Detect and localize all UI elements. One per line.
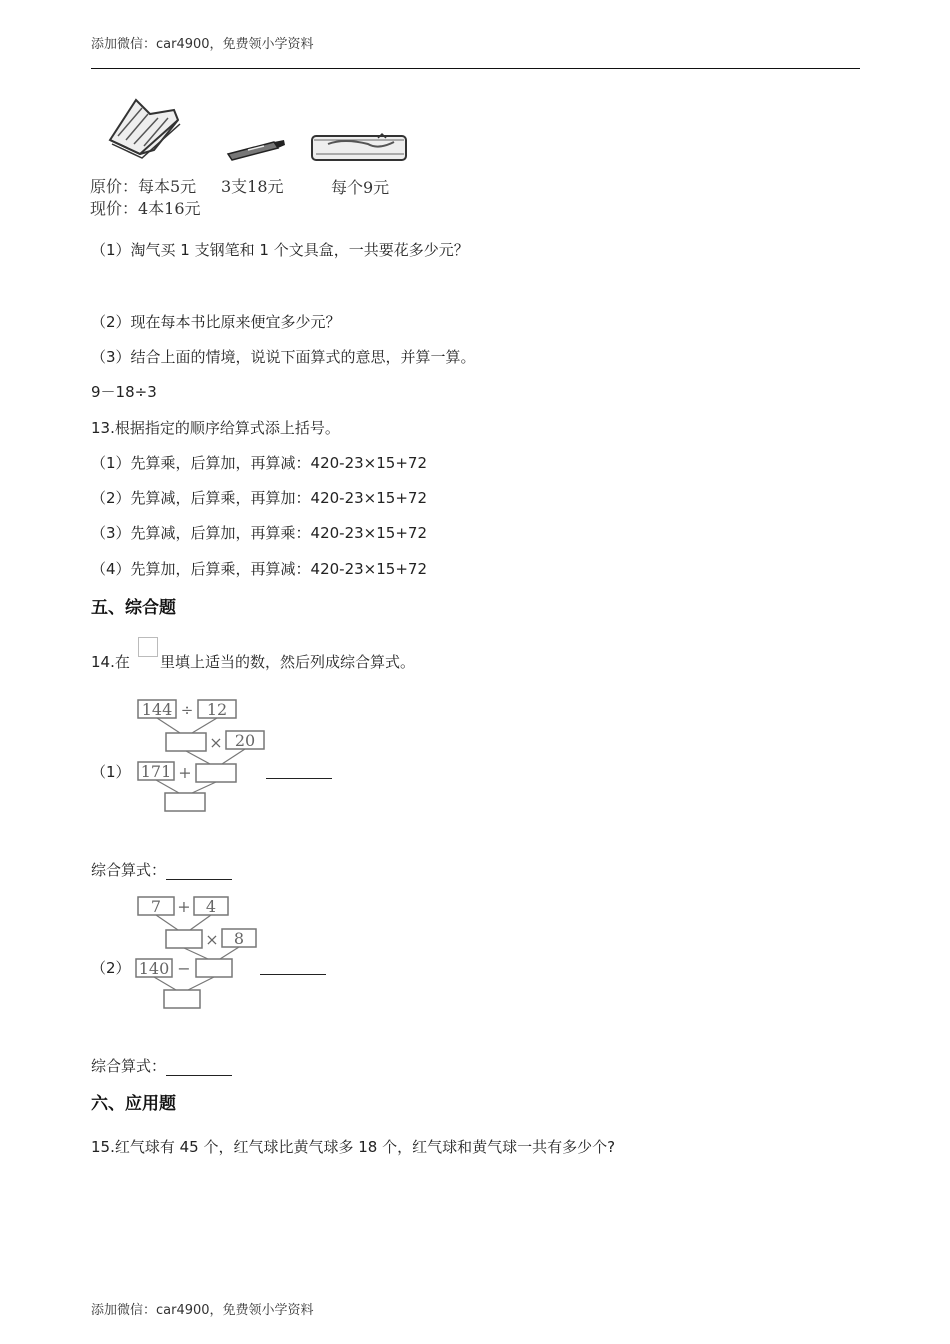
diagram2-op2: × [205, 930, 219, 949]
diagram1-op2: × [209, 733, 223, 752]
q14-part2-answer-blank[interactable] [260, 956, 326, 975]
q15-text: 15.红气球有 45 个，红气球比黄气球多 18 个，红气球和黄气球一共有多少个? [91, 1138, 616, 1156]
q14-summary-label-2: 综合算式： [91, 1055, 232, 1076]
page-footer: 添加微信：car4900，免费领小学资料 [91, 1303, 314, 1318]
q13-item-2: （2）先算减，后算乘，再算加：420-23×15+72 [91, 489, 427, 507]
q12-sub3: （3）结合上面的情境，说说下面算式的意思，并算一算。 [91, 348, 476, 366]
pencil-box-icon [312, 134, 406, 160]
q13-item-3: （3）先算减，后算加，再算乘：420-23×15+72 [91, 524, 427, 542]
q13-item-4: （4）先算加，后算乘，再算减：420-23×15+72 [91, 560, 427, 578]
pen-icon [228, 140, 285, 160]
diagram1-n3: 20 [234, 731, 256, 750]
q14-prefix: 14.在 [91, 653, 130, 671]
diagram1-op3: + [178, 763, 192, 782]
diagram2-answer-box-3[interactable] [164, 990, 200, 1008]
page-header: 添加微信：car4900，免费领小学资料 [91, 37, 314, 52]
pen-price: 3支18元 [221, 177, 284, 196]
q13-item-1: （1）先算乘，后算加，再算减：420-23×15+72 [91, 454, 427, 472]
section-5-title: 五、综合题 [91, 598, 176, 618]
q12-sub2: （2）现在每本书比原来便宜多少元？ [91, 313, 341, 331]
diagram2-n1: 7 [150, 897, 162, 916]
diagram1-answer-box-1[interactable] [166, 733, 206, 751]
header-rule [91, 68, 860, 69]
diagram2-answer-box-1[interactable] [166, 930, 202, 948]
diagram2-answer-box-2[interactable] [196, 959, 232, 977]
box-price: 每个9元 [331, 178, 390, 197]
q14-summary-label-1: 综合算式： [91, 859, 232, 880]
diagram2-op3: − [177, 959, 191, 978]
diagram2-n4: 140 [138, 959, 170, 978]
q14-diagram-2 [134, 894, 274, 1012]
diagram1-op1: ÷ [180, 701, 194, 719]
q14-diagram-1 [134, 697, 274, 815]
q13-title: 13.根据指定的顺序给算式添上括号。 [91, 419, 340, 437]
diagram1-answer-box-2[interactable] [196, 764, 236, 782]
diagram1-n4: 171 [140, 762, 172, 781]
summary-blank-2[interactable] [166, 1060, 232, 1076]
q14-suffix: 里填上适当的数，然后列成综合算式。 [160, 653, 416, 671]
diagram1-n2: 12 [206, 700, 228, 719]
q12-expression: 9－18÷3 [91, 383, 157, 401]
book-price-original: 原价：每本5元 [90, 177, 197, 196]
diagram1-n1: 144 [141, 700, 173, 719]
q14-part2-label: （2） [91, 959, 131, 977]
q14-part1-answer-blank[interactable] [266, 760, 332, 779]
diagram2-op1: + [177, 897, 191, 916]
diagram2-n2: 4 [205, 897, 217, 916]
book-price-now: 现价：4本16元 [90, 199, 201, 218]
q12-sub1: （1）淘气买 1 支钢笔和 1 个文具盒，一共要花多少元？ [91, 241, 469, 259]
diagram1-answer-box-3[interactable] [165, 793, 205, 811]
summary-blank-1[interactable] [166, 864, 232, 880]
diagram2-n3: 8 [233, 929, 245, 948]
q14-part1-label: （1） [91, 763, 131, 781]
book-icon [110, 100, 180, 158]
blank-box-icon [138, 637, 158, 657]
section-6-title: 六、应用题 [91, 1094, 176, 1114]
